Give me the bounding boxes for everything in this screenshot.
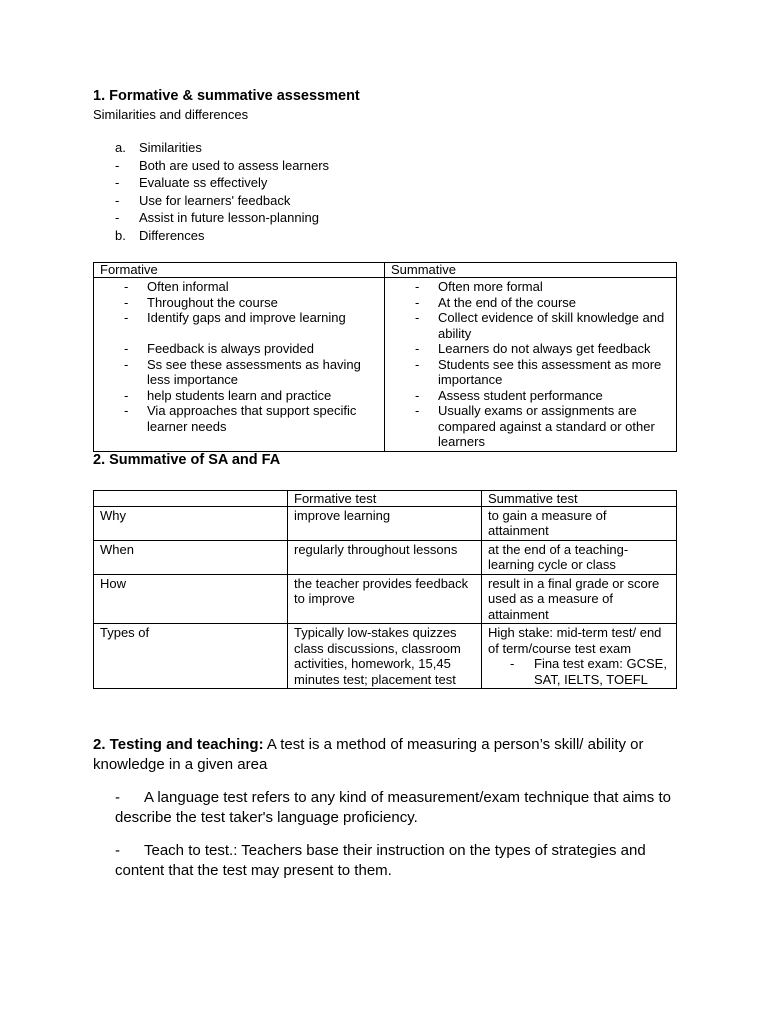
formative-cell: the teacher provides feedback to improve: [288, 574, 482, 624]
list-item: - Often informal: [124, 279, 229, 294]
list-item: - help students learn and practice: [124, 387, 332, 403]
table-row: [94, 574, 677, 624]
section-3-intro: A test is a method of measuring a person’s skill/ ability or knowledge in a given area: [93, 736, 644, 773]
list-item: - Students see this assessment as more importance: [415, 356, 662, 387]
list-item: - Usually exams or assignments are compared against a standard or other learners: [415, 403, 655, 449]
table-row: [94, 506, 677, 540]
list-item: - Evaluate ss effectively: [115, 175, 268, 190]
document-page: [93, 88, 678, 880]
similarities-list: [93, 139, 678, 244]
row-label: Types of: [94, 624, 288, 689]
table-header-row: [94, 263, 677, 278]
list-item: - Use for learners' feedback: [115, 192, 291, 208]
header-formative-test: Formative test: [288, 490, 482, 506]
bullet-paragraph: - Teach to test.: Teachers base their instruction on the types of strategies and content that the test may present to them.: [115, 842, 646, 879]
header-formative: Formative: [94, 263, 385, 278]
list-item: - Feedback is always provided: [124, 341, 314, 356]
formative-cell: improve learning: [288, 506, 482, 540]
summative-cell: at the end of a teaching-learning cycle or class: [482, 540, 677, 574]
list-item: - Assist in future lesson-planning: [115, 210, 319, 225]
summative-cell: result in a final grade or score used as a measure of attainment: [482, 574, 677, 624]
list-item: - Throughout the course: [124, 294, 278, 310]
formative-cell: Typically low-stakes quizzes class discussions, classroom activities, homework, 15,45 minutes test; placement test: [288, 624, 482, 689]
list-item: - Identify gaps and improve learning: [124, 310, 346, 325]
list-item: - Often more formal: [415, 279, 543, 294]
section-3-paragraph: [93, 735, 678, 774]
row-label: How: [94, 574, 288, 624]
table-row: [94, 278, 677, 452]
section-3-heading: 2. Testing and teaching:: [93, 736, 264, 753]
list-item: - Ss see these assessments as having less importance: [124, 356, 361, 387]
section-1-heading: 1. Formative & summative assessment: [93, 88, 360, 104]
bullet-paragraph: - A language test refers to any kind of measurement/exam technique that aims to describe the test taker's language proficiency.: [115, 789, 671, 826]
list-item: - Via approaches that support specific learner needs: [124, 403, 357, 434]
list-item: b. Differences: [115, 227, 205, 243]
list-item: - At the end of the course: [415, 294, 577, 310]
list-item: a. Similarities: [115, 140, 202, 155]
list-item: - Assess student performance: [415, 387, 603, 403]
summary-table: [93, 490, 677, 690]
header-empty: [94, 490, 288, 506]
section-1-subtitle: Similarities and differences: [93, 107, 249, 122]
list-item: - Collect evidence of skill knowledge and ability: [415, 310, 665, 341]
header-summative-test: Summative test: [482, 490, 677, 506]
section-2-heading: 2. Summative of SA and FA: [93, 451, 281, 468]
formative-cell: regularly throughout lessons: [288, 540, 482, 574]
summative-cell: [385, 278, 677, 452]
row-label: When: [94, 540, 288, 574]
summative-cell: to gain a measure of attainment: [482, 506, 677, 540]
formative-cell: [94, 278, 385, 452]
header-summative: Summative: [385, 263, 677, 278]
table-row: [94, 624, 677, 689]
list-item: - Learners do not always get feedback: [415, 341, 651, 356]
table-row: [94, 540, 677, 574]
summative-cell: High stake: mid-term test/ end of term/course test exam - Fina test exam: GCSE, SAT, IELTS, TOEFL: [482, 624, 677, 689]
formative-summative-table: [93, 262, 677, 452]
list-item: - Both are used to assess learners: [115, 157, 330, 173]
row-label: Why: [94, 506, 288, 540]
table-header-row: [94, 490, 677, 506]
list-item: - Fina test exam: GCSE, SAT, IELTS, TOEFL: [510, 656, 667, 687]
